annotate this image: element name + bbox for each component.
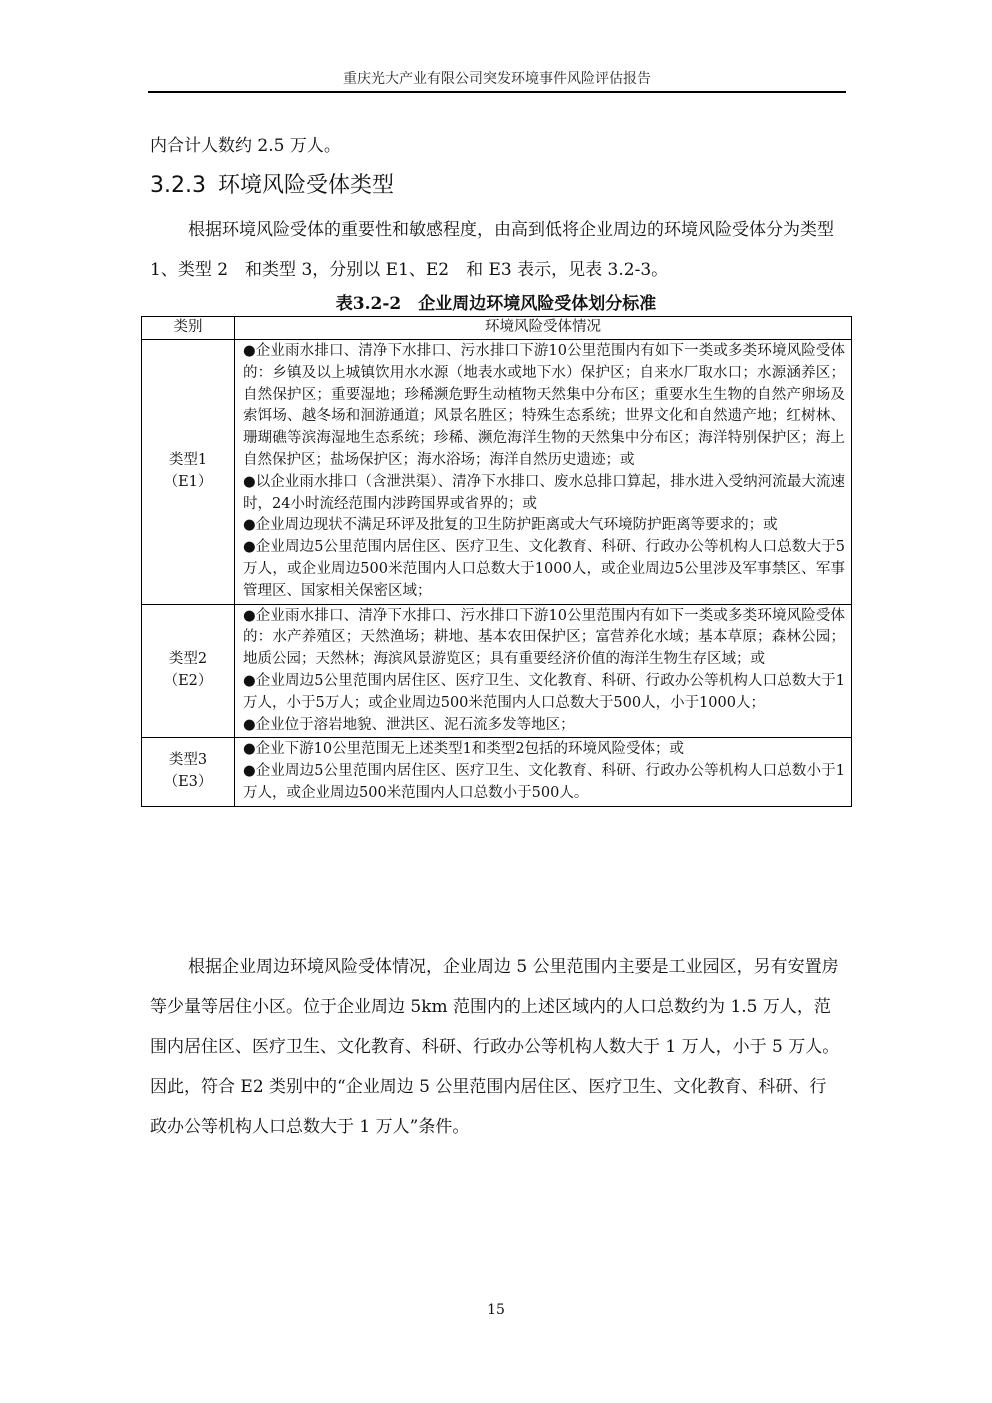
criterion-item: ●企业雨水排口、清净下水排口、污水排口下游10公里范围内有如下一类或多类环境风险受体的：水产养殖区；天然渔场；耕地、基本农田保护区；富营养化水域；基本草原；森林公园；地质公园；天然林；海滨风景游览区；具有重要经济价值的海洋生物生存区域；或 [243, 607, 845, 668]
criteria-cell-e3 [235, 738, 852, 806]
type-cell-e2 [142, 604, 235, 738]
criterion-item: ●以企业雨水排口（含泄洪渠）、清净下水排口、废水总排口算起，排水进入受纳河流最大流速时，24小时流经范围内涉跨国界或省界的；或 [243, 473, 845, 512]
section-number: 3.2.3 [150, 173, 206, 198]
criteria-cell-e1 [235, 340, 852, 605]
criterion-item: ●企业周边现状不满足环评及批复的卫生防护距离或大气环境防护距离等要求的；或 [243, 517, 778, 534]
table-caption: 表3.2-2 企业周边环境风险受体划分标准 [335, 294, 657, 314]
criterion-item: ●企业周边5公里范围内居住区、医疗卫生、文化教育、科研、行政办公等机构人口总数大于5万人，或企业周边500米范围内人口总数大于1000人，或企业周边5公里涉及军事禁区、军事管理区、国家相关保密区域； [243, 539, 845, 599]
criterion-item: ●企业周边5公里范围内居住区、医疗卫生、文化教育、科研、行政办公等机构人口总数大于1万人，小于5万人；或企业周边500米范围内人口总数大于500人，小于1000人； [243, 672, 845, 711]
risk-receptor-table [141, 316, 852, 807]
paragraph-assessment: 根据企业周边环境风险受体情况，企业周边 5 公里范围内主要是工业园区，另有安置房等少量等居住小区。位于企业周边 5km 范围内的上述区域内的人口总数约为 1.5 万人，范围内居住区、医疗卫生、文化教育、科研、行政办公等机构人数大于 1 万人，小于 5 万人。因此，符合 E2 类别中的“企业周边 5 公里范围内居住区、医疗卫生、文化教育、科研、行政办公等机构人口总数大于 1 万人”条件。 [150, 957, 840, 1137]
running-header: 重庆光大产业有限公司突发环境事件风险评估报告 [343, 71, 651, 87]
criteria-cell-e2 [235, 604, 852, 738]
type-cell-e3 [142, 738, 235, 806]
criterion-item: ●企业雨水排口、清净下水排口、污水排口下游10公里范围内有如下一类或多类环境风险受体的：乡镇及以上城镇饮用水水源（地表水或地下水）保护区；自来水厂取水口；水源涵养区；自然保护区；重要湿地；珍稀濒危野生动植物天然集中分布区；重要水生生物的自然产卵场及索饵场、越冬场和洄游通道；风景名胜区；特殊生态系统；世界文化和自然遗产地；红树林、珊瑚礁等滨海湿地生态系统；珍稀、濒危海洋生物的天然集中分布区；海洋特别保护区；海上自然保护区；盐场保护区；海水浴场；海洋自然历史遗迹；或 [243, 343, 845, 468]
section-title: 环境风险受体类型 [217, 173, 394, 198]
type-label: 类型3 [168, 752, 208, 769]
section-heading [150, 168, 394, 199]
page-number: 15 [487, 1302, 505, 1318]
table-row-e1 [142, 340, 852, 605]
intro-line: 内合计人数约 2.5 万人。 [150, 136, 341, 156]
type-label: 类型2 [168, 651, 208, 668]
table-header-row [142, 317, 852, 340]
type-code: （E1） [163, 473, 213, 490]
type-code: （E3） [163, 774, 213, 791]
criterion-item: ●企业位于溶岩地貌、泄洪区、泥石流多发等地区； [243, 716, 575, 733]
column-header-type: 类别 [142, 317, 235, 340]
type-code: （E2） [163, 672, 213, 689]
type-cell-e1 [142, 340, 235, 605]
type-label: 类型1 [168, 451, 208, 468]
criterion-item: ●企业周边5公里范围内居住区、医疗卫生、文化教育、科研、行政办公等机构人口总数小于1万人，或企业周边500米范围内人口总数小于500人。 [243, 763, 845, 801]
paragraph-classification: 根据环境风险受体的重要性和敏感程度，由高到低将企业周边的环境风险受体分为类型 1、类型 2 和类型 3，分别以 E1、E2 和 E3 表示，见表 3.2-3。 [150, 220, 834, 280]
criterion-item: ●企业下游10公里范围无上述类型1和类型2包括的环境风险受体；或 [243, 741, 685, 758]
table-row-e2 [142, 604, 852, 738]
table-row-e3 [142, 738, 852, 806]
column-header-criteria: 环境风险受体情况 [235, 317, 852, 340]
header-rule [148, 91, 846, 93]
